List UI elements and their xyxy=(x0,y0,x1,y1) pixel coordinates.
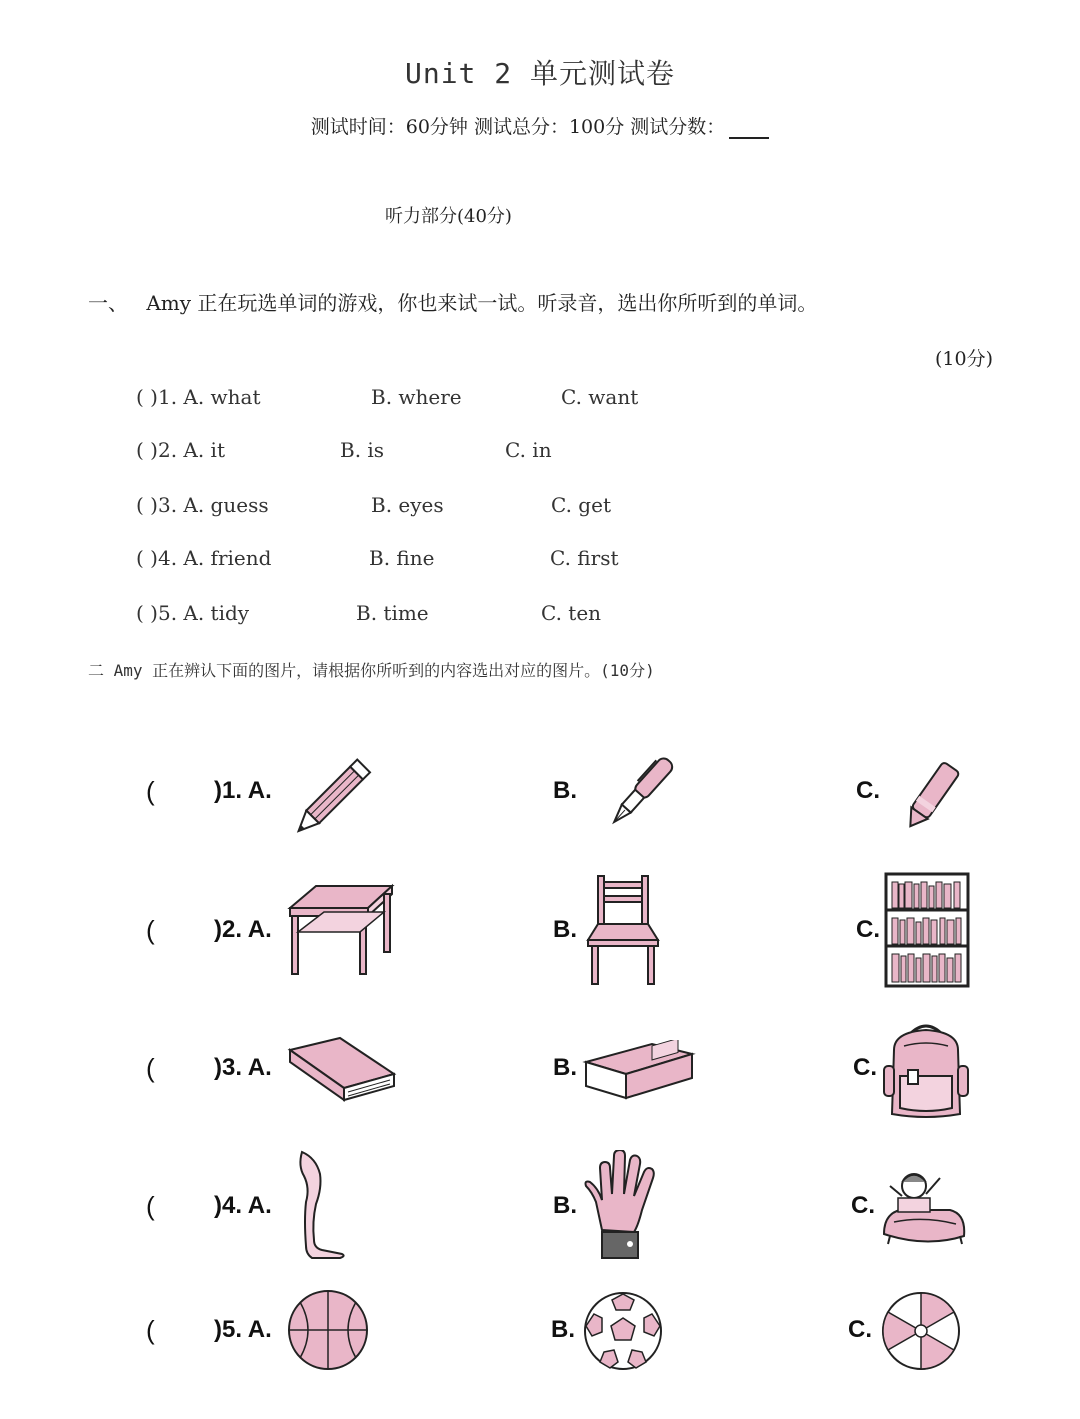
score-blank[interactable] xyxy=(729,119,769,139)
basketball-icon[interactable] xyxy=(286,1288,370,1372)
pencil-icon[interactable] xyxy=(296,744,386,836)
chair-icon[interactable] xyxy=(584,874,662,986)
girl-in-bed-icon[interactable] xyxy=(880,1164,968,1248)
q1-item5-lead[interactable]: ( )5. A. tidy xyxy=(136,601,250,625)
q1-item4-lead[interactable]: ( )4. A. friend xyxy=(136,546,272,570)
row4-label-c: C. xyxy=(851,1192,875,1219)
answer-paren-3[interactable]: ( xyxy=(146,1053,155,1083)
part1-number: 一、 xyxy=(88,291,128,315)
football-icon[interactable] xyxy=(582,1290,664,1372)
row1-label-c: C. xyxy=(856,777,880,804)
q1-item5-option-b: B. time xyxy=(356,601,429,625)
leg-icon[interactable] xyxy=(292,1150,348,1262)
row3-label-a: )3. A. xyxy=(214,1054,272,1081)
listening-heading: 听力部分(40分) xyxy=(385,206,512,227)
part2-instruction: 二 Amy 正在辨认下面的图片，请根据你所听到的内容选出对应的图片。(10分) xyxy=(88,661,655,680)
answer-paren-4[interactable]: ( xyxy=(146,1191,155,1221)
q1-item1-option-b: B. where xyxy=(371,385,462,409)
test-info-text: 测试时间：60分钟 测试总分：100分 测试分数： xyxy=(310,116,726,138)
answer-paren-5[interactable]: ( xyxy=(146,1315,155,1345)
beach-ball-icon[interactable] xyxy=(880,1290,962,1372)
row5-label-b: B. xyxy=(551,1316,575,1343)
row1-label-b: B. xyxy=(553,777,577,804)
desk-icon[interactable] xyxy=(284,882,396,976)
q1-item4-option-b: B. fine xyxy=(369,546,435,570)
answer-paren-1[interactable]: ( xyxy=(146,776,155,806)
schoolbag-icon[interactable] xyxy=(880,1016,972,1122)
row3-label-c: C. xyxy=(853,1054,877,1081)
row4-label-b: B. xyxy=(553,1192,577,1219)
row2-label-b: B. xyxy=(553,916,577,943)
q1-item3-option-c: C. get xyxy=(551,493,611,517)
row3-label-b: B. xyxy=(553,1054,577,1081)
row5-label-c: C. xyxy=(848,1316,872,1343)
row1-label-a: )1. A. xyxy=(214,777,272,804)
q1-item2-lead[interactable]: ( )2. A. it xyxy=(136,438,225,462)
crayon-icon[interactable] xyxy=(896,746,974,836)
part1-score: (10分) xyxy=(935,348,994,370)
part1-text: Amy 正在玩选单词的游戏，你也来试一试。听录音，选出你所听到的单词。 xyxy=(146,291,818,315)
q1-item3-option-b: B. eyes xyxy=(371,493,444,517)
book-icon[interactable] xyxy=(286,1034,398,1104)
page-title: Unit 2 单元测试卷 xyxy=(404,57,675,90)
part1-instruction xyxy=(88,287,817,316)
answer-paren-2[interactable]: ( xyxy=(146,915,155,945)
q1-item3-lead[interactable]: ( )3. A. guess xyxy=(136,493,269,517)
row2-label-a: )2. A. xyxy=(214,916,272,943)
test-info xyxy=(0,112,1080,139)
q1-item4-option-c: C. first xyxy=(550,546,619,570)
bookshelf-icon[interactable] xyxy=(884,872,970,988)
hand-icon[interactable] xyxy=(582,1150,662,1262)
q1-item1-option-c: C. want xyxy=(561,385,639,409)
row5-label-a: )5. A. xyxy=(214,1316,272,1343)
eraser-icon[interactable] xyxy=(582,1040,696,1102)
q1-item2-option-b: B. is xyxy=(340,438,385,462)
q1-item1-lead[interactable]: ( )1. A. what xyxy=(136,385,261,409)
fountain-pen-icon[interactable] xyxy=(598,744,688,836)
row2-label-c: C. xyxy=(856,916,880,943)
row4-label-a: )4. A. xyxy=(214,1192,272,1219)
q1-item2-option-c: C. in xyxy=(505,438,552,462)
q1-item5-option-c: C. ten xyxy=(541,601,602,625)
